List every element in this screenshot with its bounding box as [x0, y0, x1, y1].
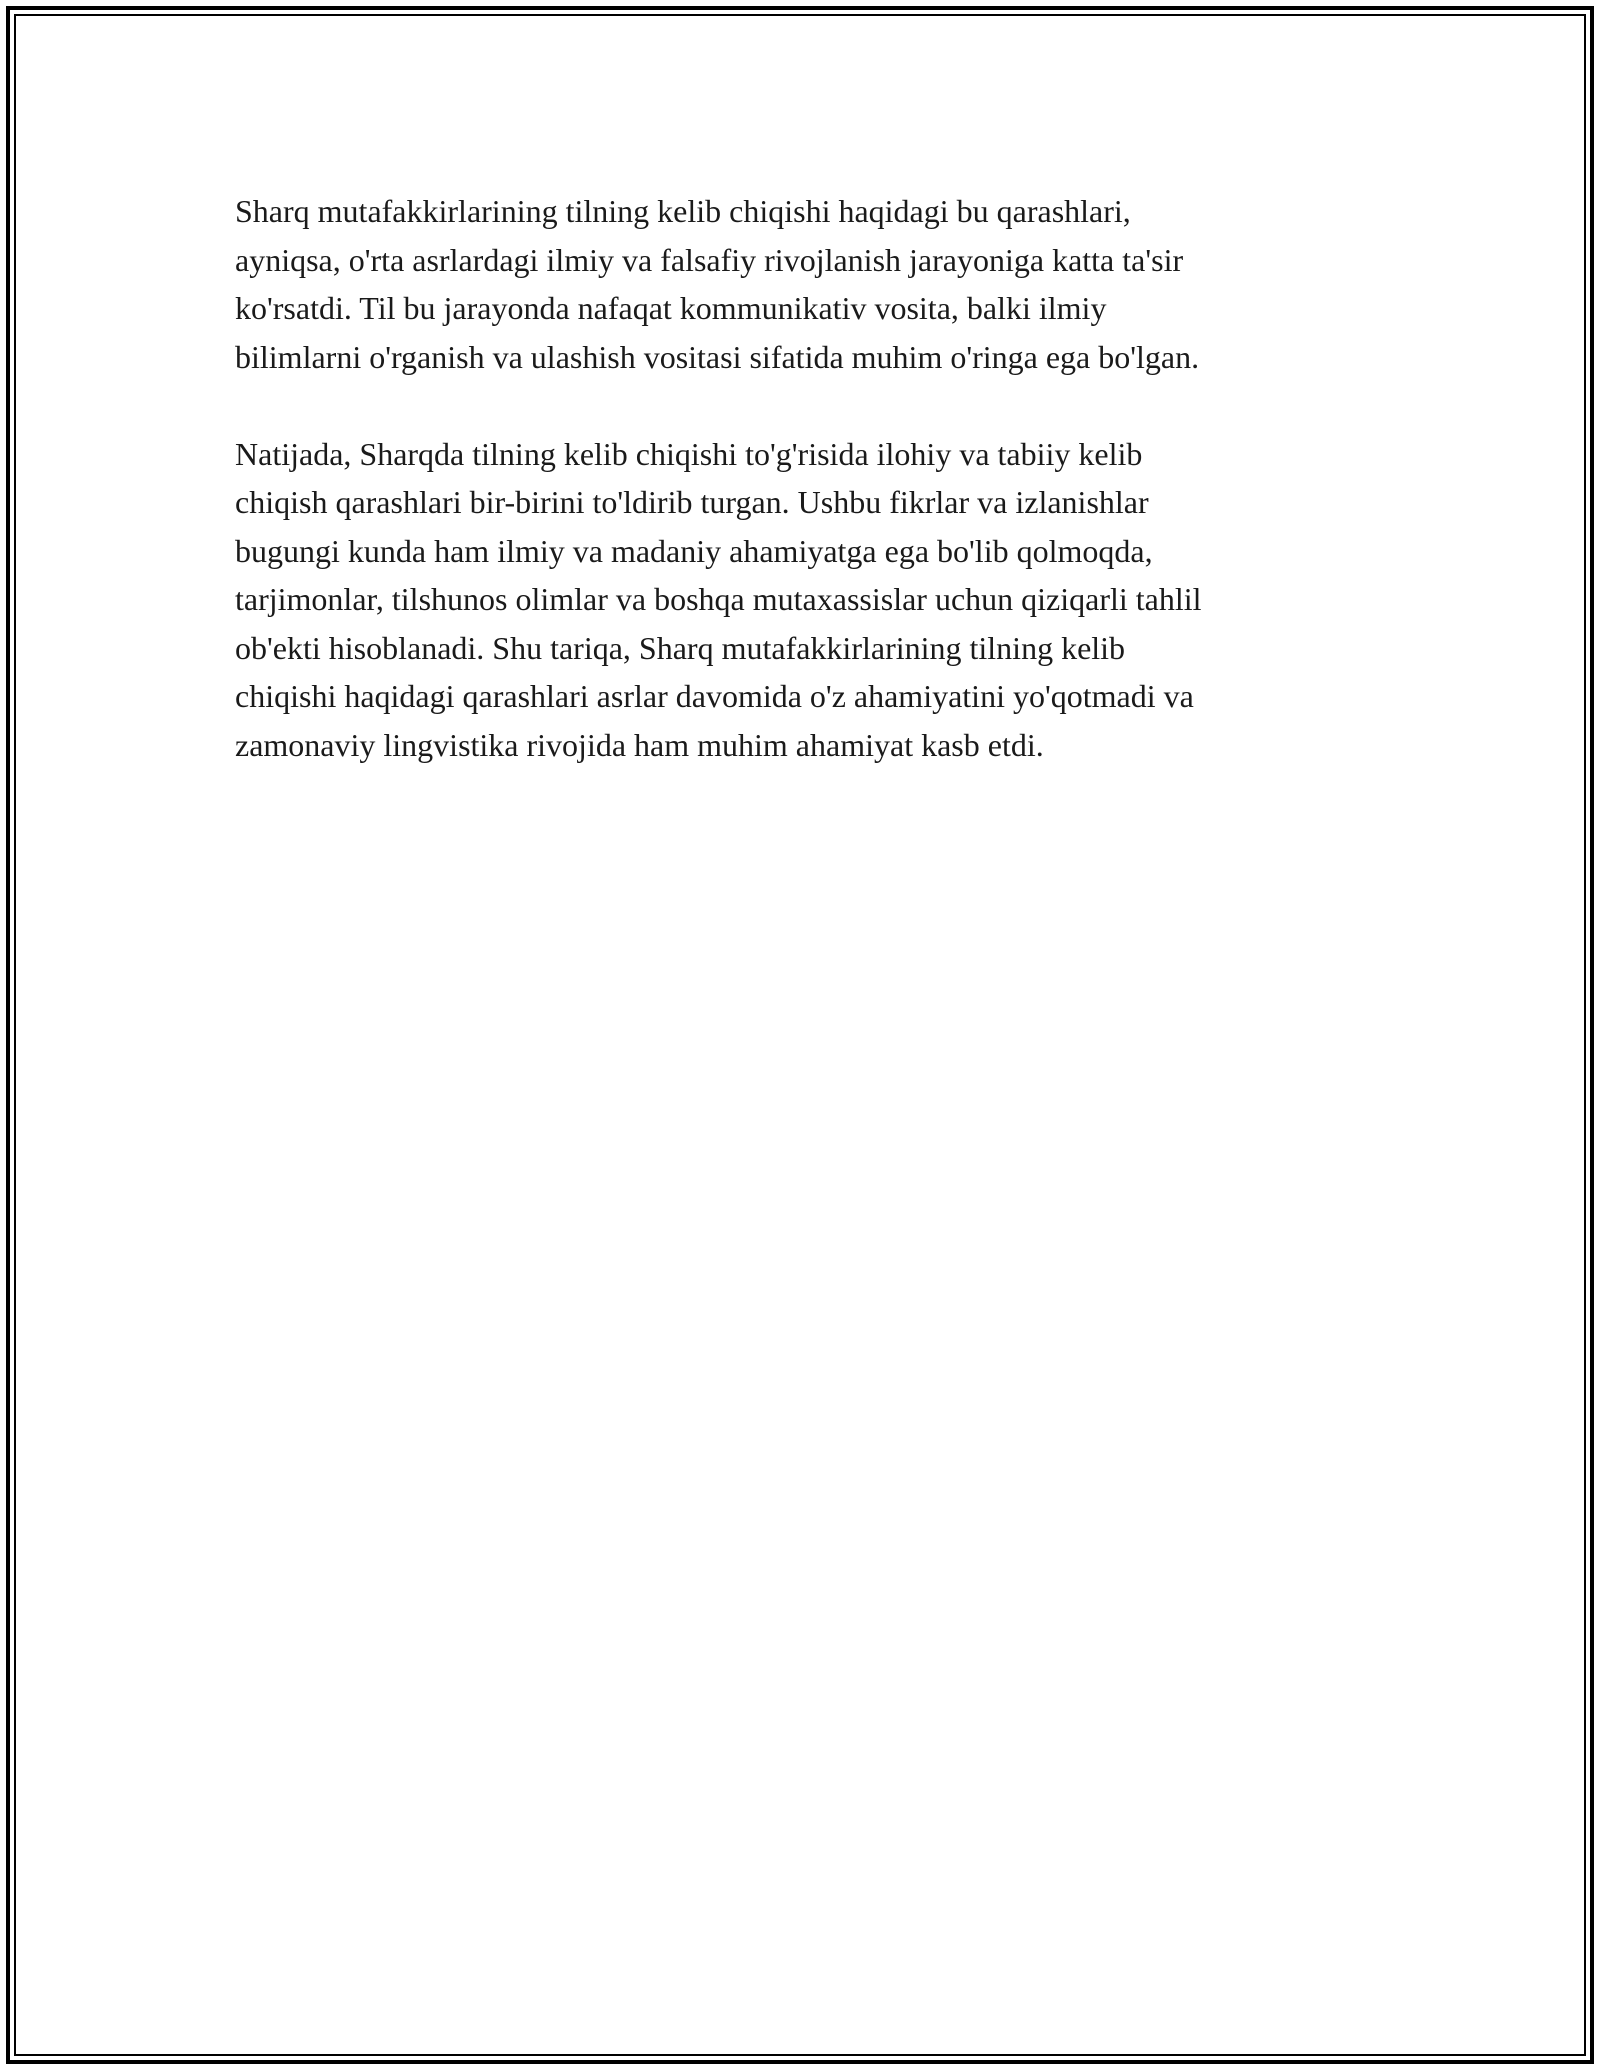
text-line: ko'rsatdi. Til bu jarayonda nafaqat kommunikativ vosita, balki ilmiy — [235, 290, 1107, 326]
document-body — [235, 187, 1375, 769]
text-line: bilimlarni o'rganish va ulashish vositasi sifatida muhim o'ringa ega bo'lgan. — [235, 338, 1200, 375]
text-line: zamonaviy lingvistika rivojida ham muhim ahamiyat kasb etdi. — [235, 726, 1044, 763]
paragraph-2 — [235, 430, 1375, 770]
text-line: Sharq mutafakkirlarining tilning kelib chiqishi haqidagi bu qarashlari, — [235, 193, 1131, 229]
text-line: tarjimonlar, tilshunos olimlar va boshqa mutaxassislar uchun qiziqarli tahlil — [235, 581, 1202, 617]
text-line: Natijada, Sharqda tilning kelib chiqishi to'g'risida ilohiy va tabiiy kelib — [235, 435, 1143, 472]
text-line: ob'ekti hisoblanadi. Shu tariqa, Sharq mutafakkirlarining tilning kelib — [235, 629, 1126, 666]
text-line: chiqish qarashlari bir-birini to'ldirib turgan. Ushbu fikrlar va izlanishlar — [235, 484, 1149, 520]
text-line: ayniqsa, o'rta asrlardagi ilmiy va falsafiy rivojlanish jarayoniga katta ta'sir — [235, 241, 1184, 278]
paragraph-1 — [235, 187, 1375, 381]
text-line: bugungi kunda ham ilmiy va madaniy ahamiyatga ega bo'lib qolmoqda, — [235, 532, 1153, 569]
text-line: chiqishi haqidagi qarashlari asrlar davomida o'z ahamiyatini yo'qotmadi va — [235, 678, 1194, 714]
